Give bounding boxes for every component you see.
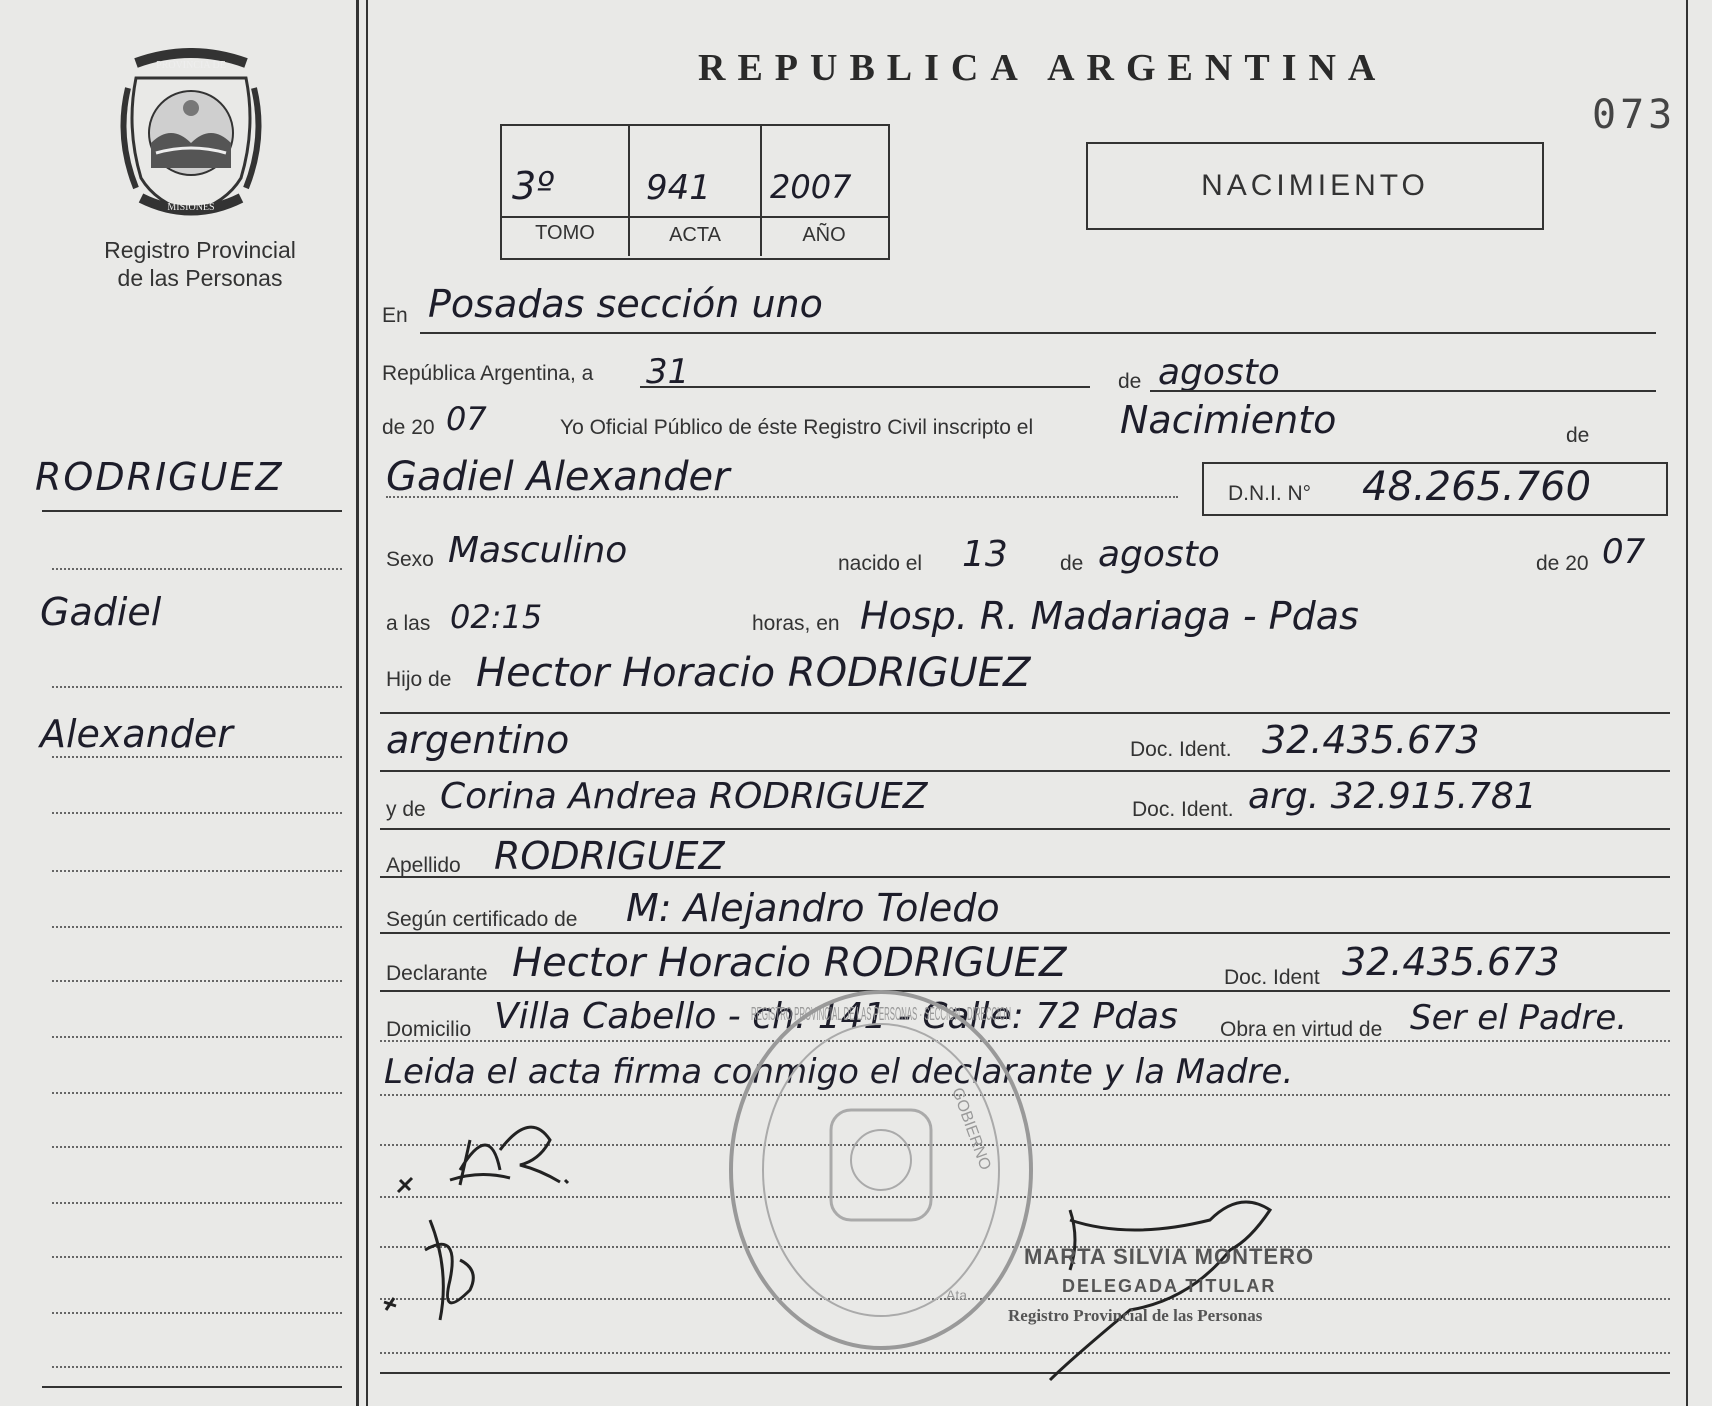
sidebar-dotline [52, 1366, 342, 1368]
place-value: Posadas sección uno [428, 282, 823, 326]
doc-ident-label-3: Doc. Ident [1224, 966, 1320, 989]
apellido-value: RODRIGUEZ [494, 834, 725, 878]
yde-label: y de [386, 798, 426, 821]
sidebar-dotline [52, 568, 342, 570]
segun-label: Según certificado de [386, 908, 578, 931]
de-label-2: de [1566, 424, 1590, 447]
obra-value: Ser el Padre. [1410, 998, 1628, 1038]
sidebar-rule-bottom [42, 1386, 342, 1388]
time-value: 02:15 [450, 598, 543, 636]
row-rule [420, 332, 1656, 334]
sidebar-dotline [52, 926, 342, 928]
de-label-3: de [1060, 552, 1084, 575]
sidebar-dotline [52, 870, 342, 872]
row-rule [380, 712, 1670, 714]
dni-value: 48.265.760 [1362, 464, 1592, 510]
column-divider-left-inner [366, 0, 368, 1406]
declarante-label: Declarante [386, 962, 488, 985]
birth-place-value: Hosp. R. Madariaga - Pdas [860, 594, 1359, 638]
page-number: 073 [1592, 92, 1677, 138]
en-label: En [382, 304, 408, 327]
column-divider-left [356, 0, 359, 1406]
apellido-label: Apellido [386, 854, 461, 877]
mother-signature [380, 1210, 530, 1340]
doc-ident-label-2: Doc. Ident. [1132, 798, 1234, 821]
official-title: DELEGADA TITULAR [1062, 1276, 1277, 1296]
ano-label: AÑO [802, 224, 846, 246]
right-border [1686, 0, 1688, 1406]
year-suffix: 07 [446, 400, 487, 438]
sidebar-dotline [52, 812, 342, 814]
horas-label: horas, en [752, 612, 840, 635]
tomo-label: TOMO [535, 222, 595, 244]
sidebar-name-2: Alexander [40, 712, 233, 756]
hijo-label: Hijo de [386, 668, 452, 691]
stamp-small-text: Ata. [946, 1287, 971, 1303]
declarant-signature [390, 1110, 610, 1210]
de-label: de [1118, 370, 1142, 393]
yo-oficial-label: Yo Oficial Público de éste Registro Civil inscripto el [560, 416, 1034, 439]
sexo-value: Masculino [448, 530, 628, 571]
provincial-seal-logo [116, 48, 266, 218]
stamp-center-text: GOBIERNO [948, 1085, 994, 1173]
sidebar-dotline [52, 1312, 342, 1314]
record-type-box [1086, 142, 1544, 230]
sidebar-dotline [52, 1036, 342, 1038]
alas-label: a las [386, 612, 431, 635]
dni-label: D.N.I. N° [1228, 482, 1312, 505]
acta-value: 941 [646, 168, 711, 208]
nacido-label: nacido el [838, 552, 923, 575]
sidebar-dotline [52, 1092, 342, 1094]
father-nationality-value: argentino [386, 718, 570, 762]
sidebar-dotline [52, 756, 342, 758]
father-doc-value: 32.435.673 [1262, 718, 1480, 762]
row-rule [380, 876, 1670, 878]
record-type: NACIMIENTO [1201, 169, 1429, 202]
declarante-value: Hector Horacio RODRIGUEZ [512, 940, 1067, 986]
row-rule [640, 386, 1090, 388]
page-title: REPUBLICA ARGENTINA [698, 47, 1388, 89]
father-value: Hector Horacio RODRIGUEZ [476, 650, 1031, 696]
obra-label: Obra en virtud de [1220, 1018, 1383, 1041]
birth-year-prefix: de 20 [1536, 552, 1589, 575]
ano-value: 2007 [770, 168, 852, 206]
row-dotline [386, 496, 1178, 498]
sidebar-surname: RODRIGUEZ [35, 455, 284, 499]
official-stamp [716, 980, 1046, 1360]
declarante-doc-value: 32.435.673 [1342, 940, 1560, 984]
republica-label: República Argentina, a [382, 362, 594, 385]
mother-doc-value: arg. 32.915.781 [1248, 776, 1537, 817]
register-box [500, 124, 890, 260]
sidebar-name-1: Gadiel [40, 590, 162, 634]
sexo-label: Sexo [386, 548, 434, 571]
sidebar-dotline [52, 1146, 342, 1148]
tomo-value: 3º [512, 164, 555, 208]
day-value: 31 [646, 352, 690, 392]
domicilio-label: Domicilio [386, 1018, 472, 1041]
doc-ident-label: Doc. Ident. [1130, 738, 1232, 761]
domicilio-value: Villa Cabello - ch. 141 - Calle: 72 Pdas [494, 996, 1178, 1037]
sidebar-dotline [52, 686, 342, 688]
seal-top-text: PROVINCIA DE [156, 60, 226, 71]
month-value: agosto [1158, 352, 1280, 393]
sidebar-dotline [52, 1256, 342, 1258]
row-rule [380, 932, 1670, 934]
row-rule [380, 828, 1670, 830]
birth-month-value: agosto [1098, 534, 1220, 575]
certificado-value: M: Alejandro Toledo [626, 886, 1000, 930]
seal-bottom-text: MISIONES [167, 202, 215, 213]
row-rule [1150, 390, 1656, 392]
year-prefix: de 20 [382, 416, 435, 439]
sidebar-dotline [52, 1202, 342, 1204]
child-name-value: Gadiel Alexander [386, 454, 730, 500]
acta-label: ACTA [669, 224, 721, 246]
leida-value: Leida el acta firma conmigo el declarante y la Madre. [384, 1052, 1294, 1092]
mother-value: Corina Andrea RODRIGUEZ [440, 776, 928, 817]
official-org: Registro Provincial de las Personas [1008, 1306, 1263, 1325]
official-name: MARTA SILVIA MONTERO [1024, 1244, 1315, 1269]
birth-day-value: 13 [962, 534, 1008, 575]
birth-year-value: 07 [1602, 532, 1646, 572]
row-rule [380, 770, 1670, 772]
dni-box [1202, 462, 1668, 516]
sidebar-dotline [52, 980, 342, 982]
registry-name: Registro Provincial de las Personas [104, 237, 296, 291]
stamp-text: REGISTRO PROVINCIAL DE LAS PERSONAS · SECCION · DIRECCION [751, 1004, 1011, 1024]
sidebar-rule-1 [42, 510, 342, 512]
inscribed-value: Nacimiento [1120, 398, 1337, 442]
